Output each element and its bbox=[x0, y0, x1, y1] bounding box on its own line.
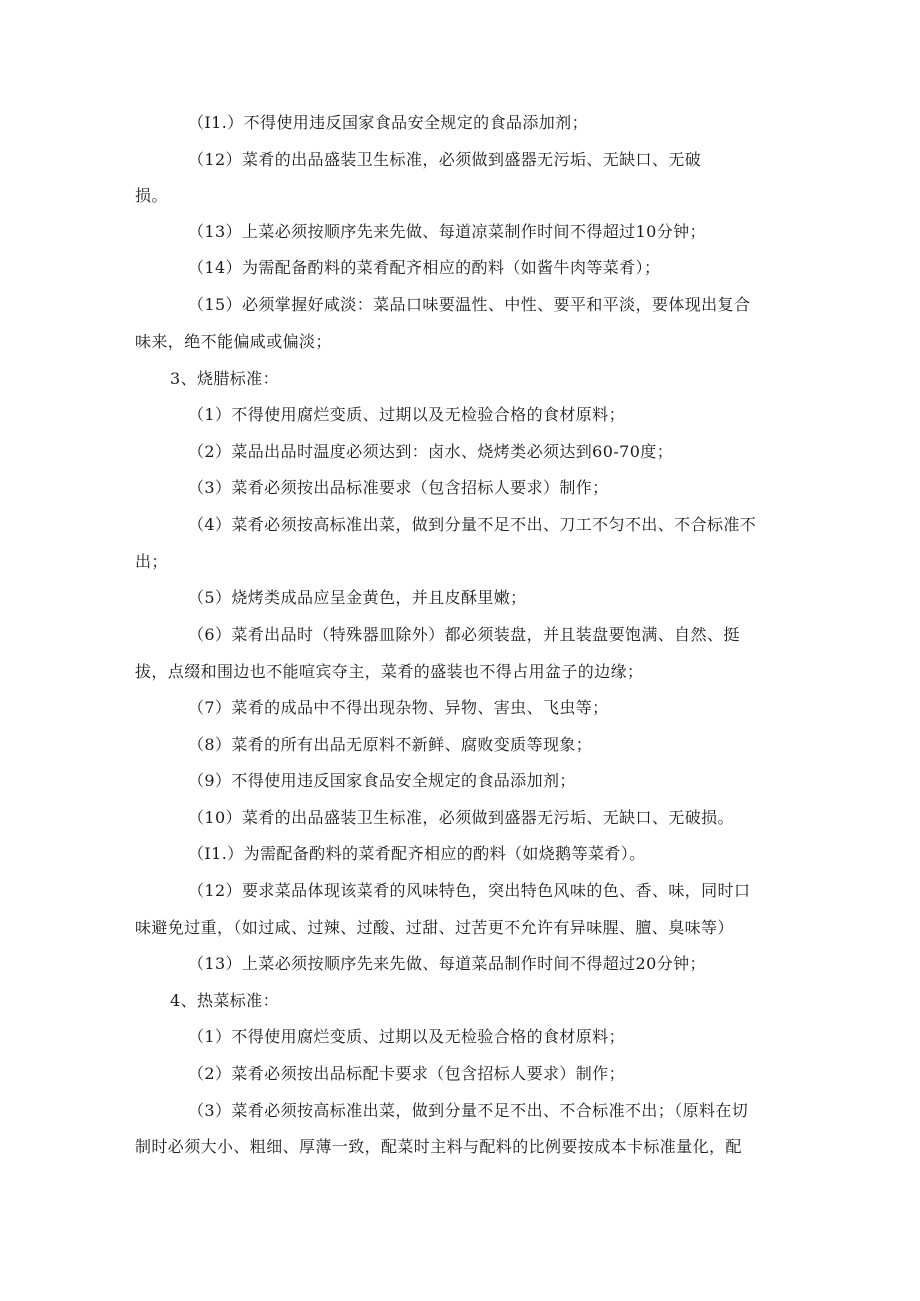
text-line: 出； bbox=[135, 552, 168, 571]
text-line: 拔，点缀和围边也不能喧宾夺主，菜肴的盛装也不得占用盆子的边缘； bbox=[135, 662, 644, 681]
text-line: （7）菜肴的成品中不得出现杂物、异物、害虫、飞虫等； bbox=[188, 698, 609, 717]
text-line: （6）菜肴出品时（特殊器皿除外）都必须装盘，并且装盘要饱满、自然、挺 bbox=[188, 625, 740, 644]
text-line: （I1.）不得使用违反国家食品安全规定的食品添加剂； bbox=[188, 113, 588, 132]
section-heading: 4、热菜标准： bbox=[170, 991, 279, 1010]
text-line: 味来，绝不能偏咸或偏淡； bbox=[135, 332, 332, 351]
text-line: （4）菜肴必须按高标准出菜，做到分量不足不出、刀工不匀不出、不合标准不 bbox=[188, 515, 757, 534]
text-line: （13）上菜必须按顺序先来先做、每道菜品制作时间不得超过20分钟； bbox=[188, 954, 706, 973]
text-line: （5）烧烤类成品应呈金黄色，并且皮酥里嫩； bbox=[188, 588, 527, 607]
section-heading: 3、烧腊标准： bbox=[170, 369, 279, 388]
text-line: （1）不得使用腐烂变质、过期以及无检验合格的食材原料； bbox=[188, 1027, 625, 1046]
text-line: （8）菜肴的所有出品无原料不新鲜、腐败变质等现象； bbox=[188, 735, 593, 754]
text-line: （14）为需配备酌料的菜肴配齐相应的酌料（如酱牛肉等菜肴）； bbox=[188, 258, 661, 277]
text-line: （3）菜肴必须按出品标准要求（包含招标人要求）制作； bbox=[188, 478, 609, 497]
text-line: 损。 bbox=[135, 186, 168, 205]
text-line: （2）菜肴必须按出品标配卡要求（包含招标人要求）制作； bbox=[188, 1064, 625, 1083]
text-line: （I1.）为需配备酌料的菜肴配齐相应的酌料（如烧鹅等菜肴）。 bbox=[188, 844, 646, 863]
text-line: （2）菜品出品时温度必须达到：卤水、烧烤类必须达到60-70度； bbox=[188, 442, 674, 461]
text-line: （12）要求菜品体现该菜肴的风味特色，突出特色风味的色、香、味，同时口 bbox=[188, 881, 751, 900]
text-line: （1）不得使用腐烂变质、过期以及无检验合格的食材原料； bbox=[188, 405, 625, 424]
text-line: （9）不得使用违反国家食品安全规定的食品添加剂； bbox=[188, 771, 576, 790]
text-line: 制时必须大小、粗细、厚薄一致，配菜时主料与配料的比例要按成本卡标准量化，配 bbox=[135, 1137, 742, 1156]
text-line: （13）上菜必须按顺序先来先做、每道凉菜制作时间不得超过10分钟； bbox=[188, 222, 706, 241]
text-line: （12）菜肴的出品盛装卫生标准，必须做到盛器无污垢、无缺口、无破 bbox=[188, 150, 702, 169]
text-line: 味避免过重，（如过咸、过辣、过酸、过甜、过苦更不允许有异味腥、膻、臭味等） bbox=[135, 918, 734, 937]
text-line: （3）菜肴必须按高标准出菜，做到分量不足不出、不合标准不出；（原料在切 bbox=[188, 1101, 749, 1120]
text-line: （10）菜肴的出品盛装卫生标准，必须做到盛器无污垢、无缺口、无破损。 bbox=[188, 808, 734, 827]
text-line: （15）必须掌握好咸淡：菜品口味要温性、中性、要平和平淡，要体现出复合 bbox=[188, 295, 751, 314]
